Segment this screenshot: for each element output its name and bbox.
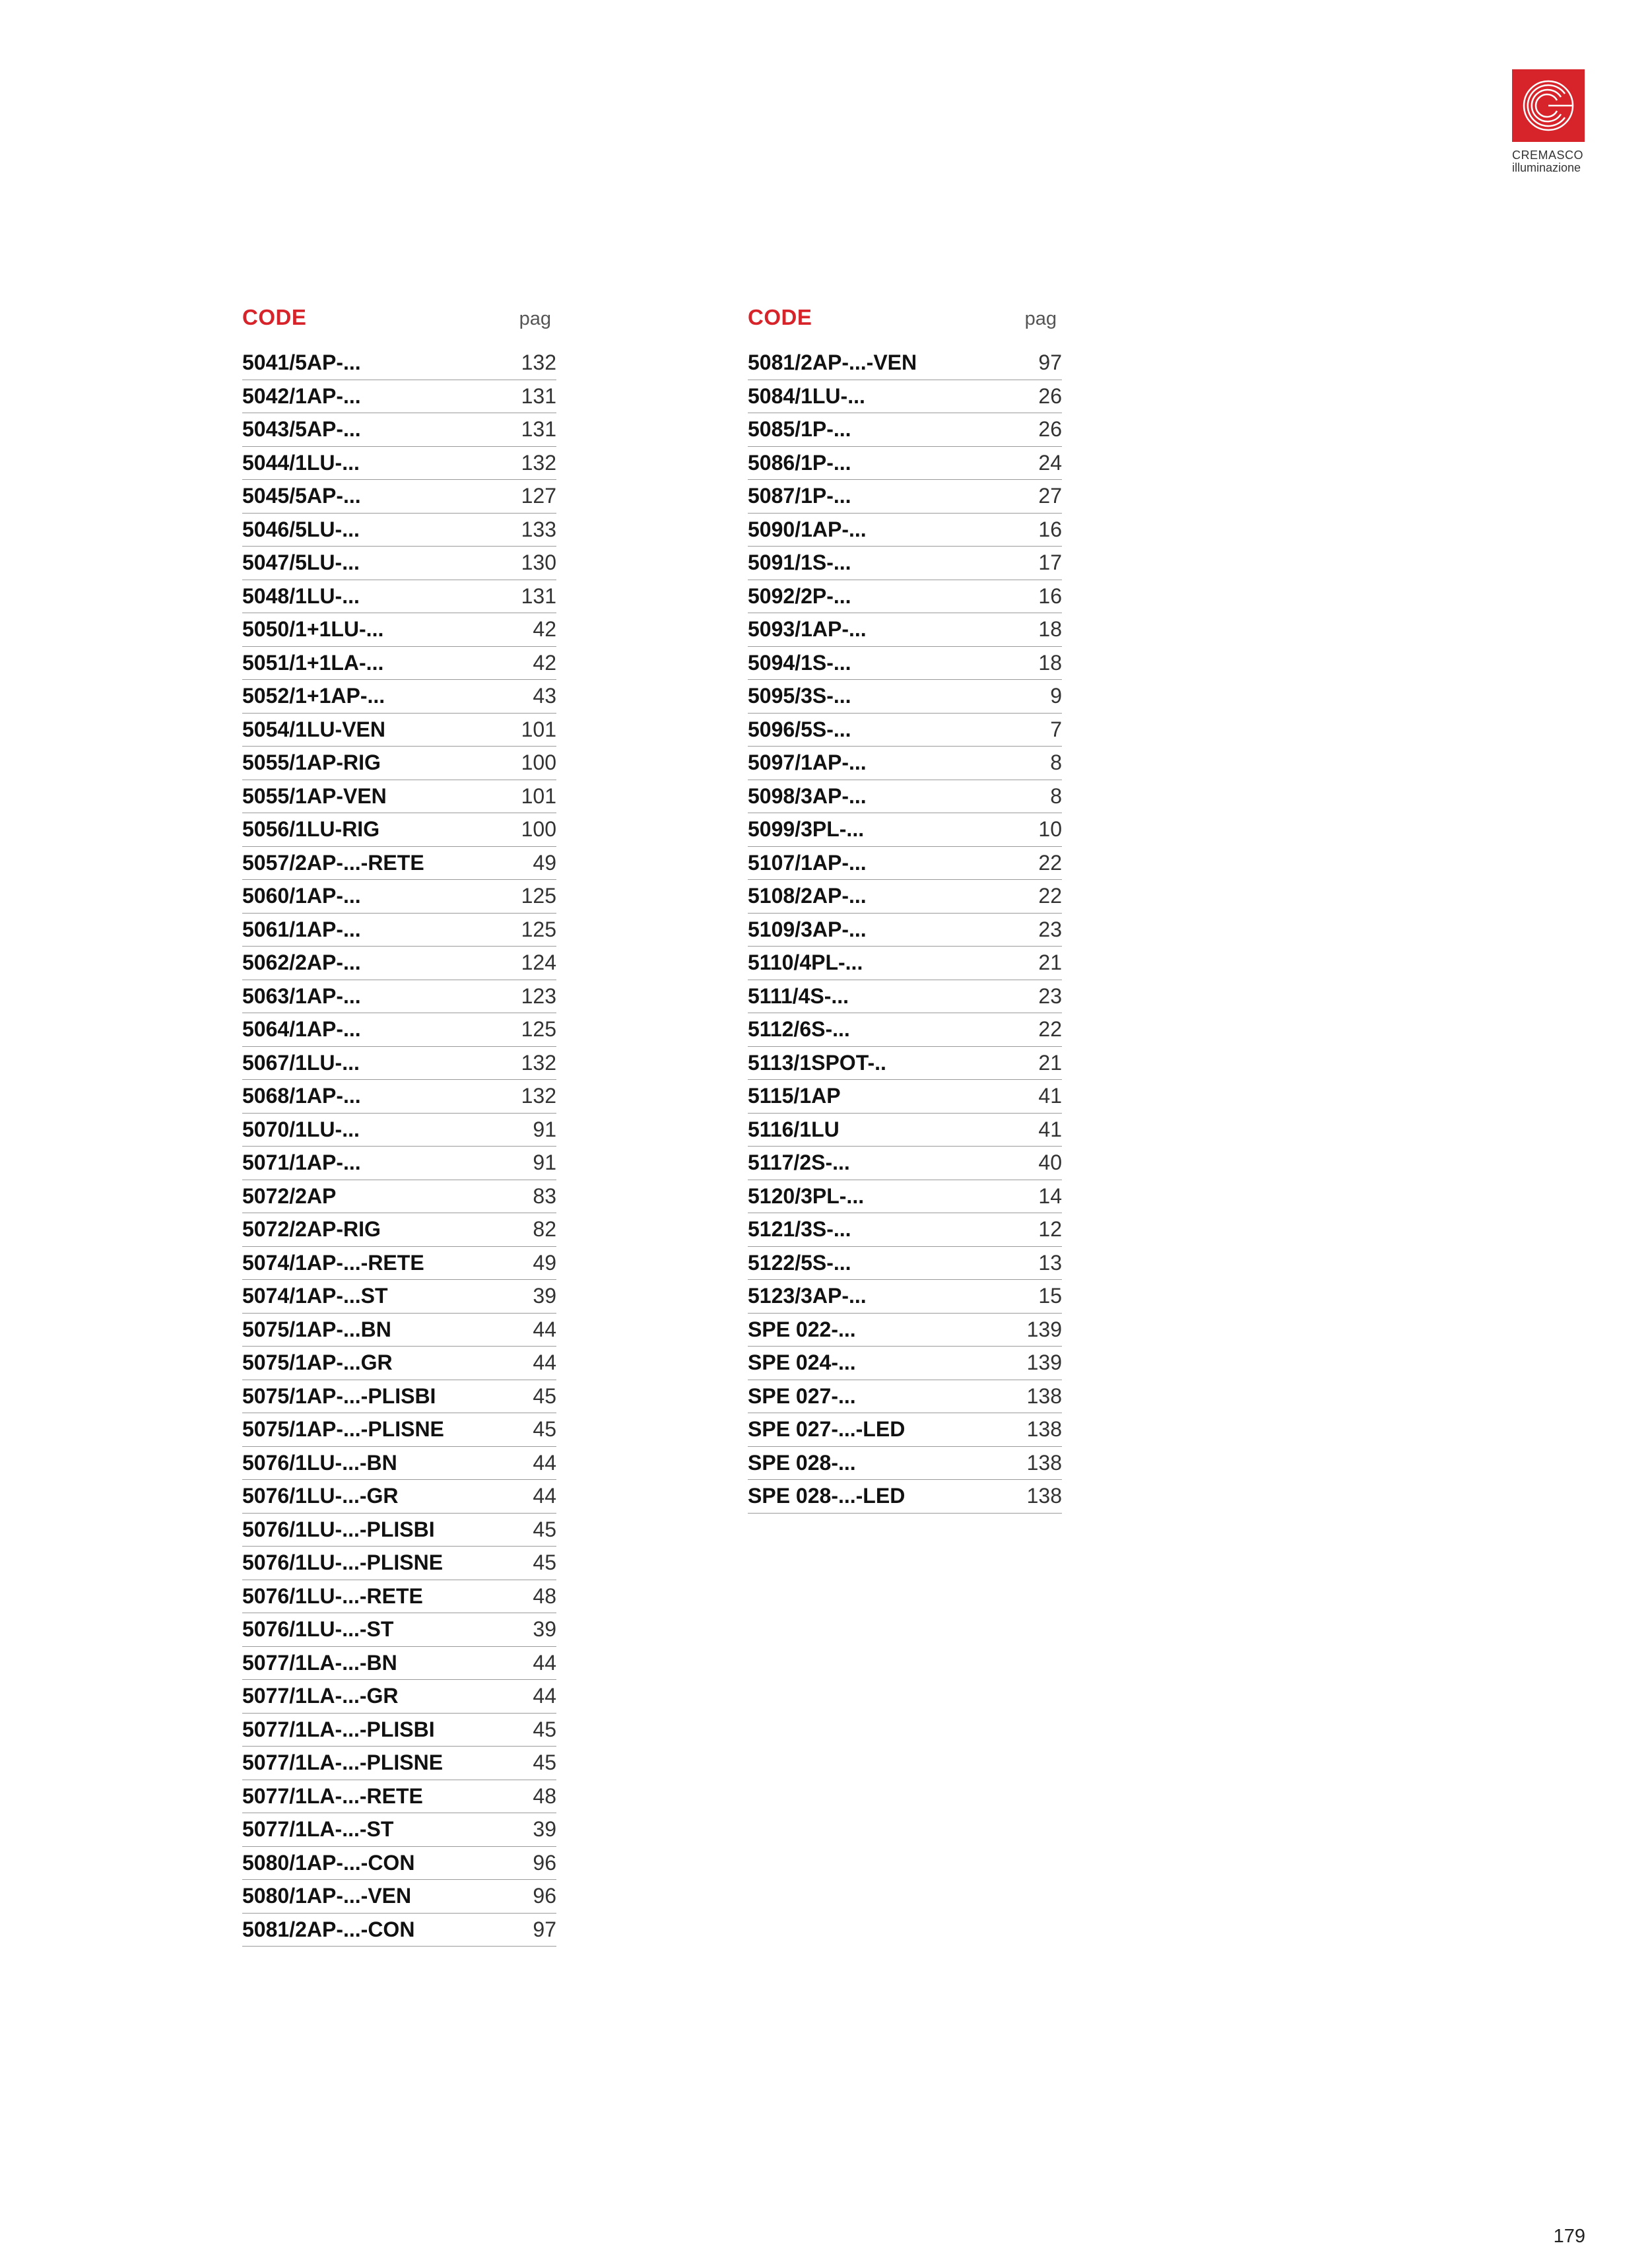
product-code: 5111/4S-... — [748, 984, 849, 1008]
index-row — [242, 980, 556, 1014]
page-ref: 44 — [533, 1450, 556, 1475]
index-row — [748, 647, 1062, 681]
index-row — [242, 1613, 556, 1647]
page-ref: 24 — [1038, 450, 1062, 475]
page-ref: 45 — [533, 1517, 556, 1541]
product-code: 5076/1LU-...-RETE — [242, 1584, 423, 1608]
index-row — [748, 1180, 1062, 1214]
product-code: 5043/5AP-... — [242, 417, 361, 442]
page-ref: 91 — [533, 1117, 556, 1141]
product-code: 5068/1AP-... — [242, 1084, 361, 1108]
index-row — [748, 1447, 1062, 1481]
product-code: 5122/5S-... — [748, 1250, 851, 1275]
index-row — [748, 980, 1062, 1014]
page-ref: 127 — [521, 484, 556, 508]
product-code: 5086/1P-... — [748, 450, 851, 475]
index-row — [748, 680, 1062, 714]
product-code: 5084/1LU-... — [748, 384, 865, 408]
index-row — [748, 1480, 1062, 1514]
product-code: 5123/3AP-... — [748, 1284, 867, 1308]
product-code: SPE 022-... — [748, 1317, 856, 1341]
page-number: 179 — [1553, 2226, 1585, 2247]
product-code: 5090/1AP-... — [748, 517, 867, 541]
product-code: 5044/1LU-... — [242, 450, 360, 475]
product-code: 5107/1AP-... — [748, 850, 867, 875]
product-code: SPE 027-... — [748, 1384, 856, 1408]
index-row — [242, 1347, 556, 1380]
product-code: 5071/1AP-... — [242, 1151, 361, 1175]
product-code: 5081/2AP-...-VEN — [748, 350, 917, 375]
page-ref: 41 — [1038, 1084, 1062, 1108]
index-row — [748, 847, 1062, 881]
page-ref: 96 — [533, 1884, 556, 1908]
page-ref: 101 — [521, 784, 556, 808]
page-ref: 42 — [533, 617, 556, 642]
page-ref: 138 — [1026, 1484, 1062, 1508]
page-ref: 91 — [533, 1151, 556, 1175]
product-code: 5080/1AP-...-CON — [242, 1850, 415, 1875]
page-ref: 48 — [533, 1784, 556, 1808]
product-code: 5052/1+1AP-... — [242, 684, 385, 708]
product-code: 5077/1LA-...-BN — [242, 1650, 397, 1675]
product-code: 5047/5LU-... — [242, 550, 360, 575]
index-row — [242, 1413, 556, 1447]
product-code: 5076/1LU-...-BN — [242, 1450, 397, 1475]
page-ref: 130 — [521, 550, 556, 575]
product-code: 5098/3AP-... — [748, 784, 867, 808]
page-ref: 39 — [533, 1817, 556, 1842]
page-ref: 23 — [1038, 984, 1062, 1008]
page-ref: 45 — [533, 1417, 556, 1442]
product-code: 5099/3PL-... — [748, 817, 865, 842]
product-code: 5076/1LU-...-PLISBI — [242, 1517, 435, 1541]
page-ref: 138 — [1026, 1417, 1062, 1442]
index-row — [748, 780, 1062, 814]
column-header — [748, 305, 1062, 337]
page-ref: 139 — [1026, 1351, 1062, 1375]
index-row — [242, 1547, 556, 1580]
page-ref: 22 — [1038, 1017, 1062, 1042]
product-code: 5055/1AP-VEN — [242, 784, 387, 808]
index-row — [242, 847, 556, 881]
page-ref: 26 — [1038, 417, 1062, 442]
page-ref: 138 — [1026, 1384, 1062, 1408]
page-ref: 44 — [533, 1650, 556, 1675]
index-column-left — [242, 305, 556, 1947]
product-code: 5074/1AP-...-RETE — [242, 1250, 424, 1275]
product-code: 5062/2AP-... — [242, 951, 361, 975]
product-code: 5096/5S-... — [748, 717, 851, 741]
product-code: 5094/1S-... — [748, 650, 851, 675]
index-row — [242, 413, 556, 447]
page-ref: 131 — [521, 584, 556, 608]
page-ref: 131 — [521, 384, 556, 408]
product-code: 5063/1AP-... — [242, 984, 361, 1008]
index-row — [242, 1780, 556, 1814]
index-row — [242, 1280, 556, 1314]
index-row — [242, 1880, 556, 1914]
page-ref: 7 — [1050, 717, 1062, 741]
brand-subtitle: illuminazione — [1512, 161, 1581, 174]
header-pag: pag — [1024, 308, 1057, 329]
product-code: 5112/6S-... — [748, 1017, 850, 1042]
product-code: 5085/1P-... — [748, 417, 851, 442]
product-code: 5113/1SPOT-.. — [748, 1050, 886, 1075]
page-ref: 49 — [533, 850, 556, 875]
index-row — [748, 380, 1062, 414]
brand-name: CREMASCO — [1512, 149, 1584, 162]
product-code: 5108/2AP-... — [748, 884, 867, 908]
page-ref: 39 — [533, 1617, 556, 1642]
product-code: 5081/2AP-...-CON — [242, 1917, 415, 1941]
page-ref: 49 — [533, 1250, 556, 1275]
index-row — [242, 1847, 556, 1881]
product-code: 5080/1AP-...-VEN — [242, 1884, 412, 1908]
page-ref: 22 — [1038, 884, 1062, 908]
product-code: 5075/1AP-...BN — [242, 1317, 391, 1341]
page-ref: 132 — [521, 1050, 556, 1075]
product-code: SPE 024-... — [748, 1351, 856, 1375]
page-ref: 133 — [521, 517, 556, 541]
product-code: SPE 028-... — [748, 1450, 856, 1475]
page-ref: 45 — [533, 1751, 556, 1775]
page-ref: 15 — [1038, 1284, 1062, 1308]
index-row — [748, 547, 1062, 580]
index-row — [242, 1380, 556, 1414]
product-code: 5072/2AP-RIG — [242, 1217, 381, 1242]
index-row — [242, 447, 556, 481]
product-code: 5072/2AP — [242, 1184, 337, 1208]
product-code: 5074/1AP-...ST — [242, 1284, 388, 1308]
index-row — [242, 813, 556, 847]
index-row — [242, 1747, 556, 1780]
product-code: 5061/1AP-... — [242, 917, 361, 941]
index-row — [242, 1914, 556, 1947]
index-row — [242, 1147, 556, 1180]
index-row — [748, 1047, 1062, 1081]
page-ref: 39 — [533, 1284, 556, 1308]
page-ref: 131 — [521, 417, 556, 442]
page-ref: 44 — [533, 1351, 556, 1375]
index-column-right — [748, 305, 1062, 1514]
page-ref: 44 — [533, 1684, 556, 1708]
index-row — [242, 1314, 556, 1347]
product-code: 5110/4PL-... — [748, 951, 863, 975]
index-row — [748, 1213, 1062, 1247]
index-row — [242, 747, 556, 780]
page-ref: 124 — [521, 951, 556, 975]
product-code: 5056/1LU-RIG — [242, 817, 380, 842]
index-row — [242, 914, 556, 947]
product-code: 5057/2AP-...-RETE — [242, 850, 424, 875]
index-row — [242, 514, 556, 547]
index-row — [242, 714, 556, 747]
product-code: 5117/2S-... — [748, 1151, 850, 1175]
page-ref: 14 — [1038, 1184, 1062, 1208]
page-ref: 8 — [1050, 750, 1062, 775]
product-code: 5115/1AP — [748, 1084, 841, 1108]
index-row — [748, 1147, 1062, 1180]
product-code: 5076/1LU-...-ST — [242, 1617, 394, 1642]
page-ref: 18 — [1038, 650, 1062, 675]
index-row — [748, 813, 1062, 847]
page-ref: 125 — [521, 917, 556, 941]
product-code: 5095/3S-... — [748, 684, 851, 708]
page-ref: 23 — [1038, 917, 1062, 941]
cremasco-logo-icon — [1512, 69, 1585, 142]
page-ref: 83 — [533, 1184, 556, 1208]
index-row — [748, 1080, 1062, 1114]
index-row — [242, 1813, 556, 1847]
page-ref: 9 — [1050, 684, 1062, 708]
page-ref: 42 — [533, 650, 556, 675]
product-code: 5042/1AP-... — [242, 384, 361, 408]
product-code: 5077/1LA-...-PLISNE — [242, 1751, 444, 1775]
product-code: 5045/5AP-... — [242, 484, 361, 508]
product-code: 5075/1AP-...GR — [242, 1351, 393, 1375]
column-header — [242, 305, 556, 337]
product-code: SPE 027-...-LED — [748, 1417, 906, 1442]
product-code: 5055/1AP-RIG — [242, 750, 381, 775]
product-code: 5121/3S-... — [748, 1217, 851, 1242]
index-row — [242, 380, 556, 414]
page-ref: 44 — [533, 1484, 556, 1508]
index-row — [242, 1447, 556, 1481]
index-row — [748, 1380, 1062, 1414]
index-row — [242, 947, 556, 980]
page-ref: 45 — [533, 1717, 556, 1741]
index-row — [242, 1013, 556, 1047]
page-ref: 43 — [533, 684, 556, 708]
page-ref: 82 — [533, 1217, 556, 1242]
index-row — [242, 1180, 556, 1214]
index-row — [748, 514, 1062, 547]
page-ref: 45 — [533, 1384, 556, 1408]
index-row — [748, 480, 1062, 514]
page-ref: 26 — [1038, 384, 1062, 408]
page-ref: 18 — [1038, 617, 1062, 642]
page-ref: 21 — [1038, 1050, 1062, 1075]
product-code: 5054/1LU-VEN — [242, 717, 385, 741]
product-code: 5077/1LA-...-GR — [242, 1684, 399, 1708]
page-ref: 100 — [521, 817, 556, 842]
index-row — [748, 1013, 1062, 1047]
product-code: 5050/1+1LU-... — [242, 617, 384, 642]
page-ref: 97 — [1038, 350, 1062, 375]
product-code: 5077/1LA-...-RETE — [242, 1784, 423, 1808]
product-code: 5116/1LU — [748, 1117, 840, 1141]
index-row — [748, 1247, 1062, 1281]
product-code: 5091/1S-... — [748, 550, 851, 575]
page-ref: 138 — [1026, 1450, 1062, 1475]
index-row — [748, 580, 1062, 614]
page-ref: 12 — [1038, 1217, 1062, 1242]
page-ref: 45 — [533, 1551, 556, 1575]
index-row — [242, 1647, 556, 1681]
page-ref: 132 — [521, 450, 556, 475]
index-row — [242, 1247, 556, 1281]
index-row — [242, 1514, 556, 1547]
index-row — [242, 547, 556, 580]
index-row — [748, 747, 1062, 780]
header-pag: pag — [519, 308, 551, 329]
product-code: 5070/1LU-... — [242, 1117, 360, 1141]
index-row — [242, 1680, 556, 1714]
product-code: 5051/1+1LA-... — [242, 650, 384, 675]
product-code: 5060/1AP-... — [242, 884, 361, 908]
product-code: 5075/1AP-...-PLISNE — [242, 1417, 444, 1442]
product-code: SPE 028-...-LED — [748, 1484, 906, 1508]
page-ref: 44 — [533, 1317, 556, 1341]
product-code: 5097/1AP-... — [748, 750, 867, 775]
index-row — [242, 880, 556, 914]
index-row — [748, 413, 1062, 447]
index-row — [748, 447, 1062, 481]
product-code: 5041/5AP-... — [242, 350, 361, 375]
index-row — [748, 1347, 1062, 1380]
product-code: 5120/3PL-... — [748, 1184, 865, 1208]
page-ref: 41 — [1038, 1117, 1062, 1141]
index-row — [242, 780, 556, 814]
page-ref: 100 — [521, 750, 556, 775]
index-row — [748, 1114, 1062, 1147]
page-ref: 125 — [521, 1017, 556, 1042]
page-ref: 8 — [1050, 784, 1062, 808]
product-code: 5067/1LU-... — [242, 1050, 360, 1075]
page-ref: 132 — [521, 350, 556, 375]
page-ref: 22 — [1038, 850, 1062, 875]
page-ref: 96 — [533, 1850, 556, 1875]
brand-block — [1512, 69, 1585, 174]
index-row — [242, 1480, 556, 1514]
product-code: 5087/1P-... — [748, 484, 851, 508]
index-row — [748, 714, 1062, 747]
product-code: 5077/1LA-...-ST — [242, 1817, 394, 1842]
index-row — [242, 347, 556, 380]
product-code: 5093/1AP-... — [748, 617, 867, 642]
page-ref: 132 — [521, 1084, 556, 1108]
page-ref: 97 — [533, 1917, 556, 1941]
index-row — [748, 1314, 1062, 1347]
product-code: 5092/2P-... — [748, 584, 851, 608]
index-row — [242, 647, 556, 681]
header-code: CODE — [242, 305, 307, 329]
page-ref: 16 — [1038, 517, 1062, 541]
page-ref: 27 — [1038, 484, 1062, 508]
product-code: 5109/3AP-... — [748, 917, 867, 941]
page-ref: 101 — [521, 717, 556, 741]
index-row — [748, 1280, 1062, 1314]
index-row — [242, 1047, 556, 1081]
page-ref: 13 — [1038, 1250, 1062, 1275]
index-row — [748, 947, 1062, 980]
product-code: 5076/1LU-...-GR — [242, 1484, 399, 1508]
index-rows-left — [242, 347, 556, 1947]
index-row — [748, 880, 1062, 914]
index-row — [242, 1213, 556, 1247]
page-ref: 10 — [1038, 817, 1062, 842]
page-ref: 48 — [533, 1584, 556, 1608]
product-code: 5075/1AP-...-PLISBI — [242, 1384, 436, 1408]
product-code: 5077/1LA-...-PLISBI — [242, 1717, 435, 1741]
index-row — [242, 1080, 556, 1114]
index-row — [242, 680, 556, 714]
page-ref: 21 — [1038, 951, 1062, 975]
index-row — [748, 914, 1062, 947]
product-code: 5076/1LU-...-PLISNE — [242, 1551, 444, 1575]
header-code: CODE — [748, 305, 812, 329]
index-row — [242, 613, 556, 647]
index-row — [242, 480, 556, 514]
page-ref: 17 — [1038, 550, 1062, 575]
page-ref: 139 — [1026, 1317, 1062, 1341]
page-ref: 16 — [1038, 584, 1062, 608]
index-row — [748, 1413, 1062, 1447]
page-ref: 40 — [1038, 1151, 1062, 1175]
index-row — [242, 1714, 556, 1747]
index-row — [748, 347, 1062, 380]
product-code: 5064/1AP-... — [242, 1017, 361, 1042]
index-row — [242, 1114, 556, 1147]
page-ref: 123 — [521, 984, 556, 1008]
index-rows-right — [748, 347, 1062, 1514]
index-row — [242, 1580, 556, 1614]
index-row — [242, 580, 556, 614]
product-code: 5048/1LU-... — [242, 584, 360, 608]
index-row — [748, 613, 1062, 647]
product-code: 5046/5LU-... — [242, 517, 360, 541]
page-ref: 125 — [521, 884, 556, 908]
